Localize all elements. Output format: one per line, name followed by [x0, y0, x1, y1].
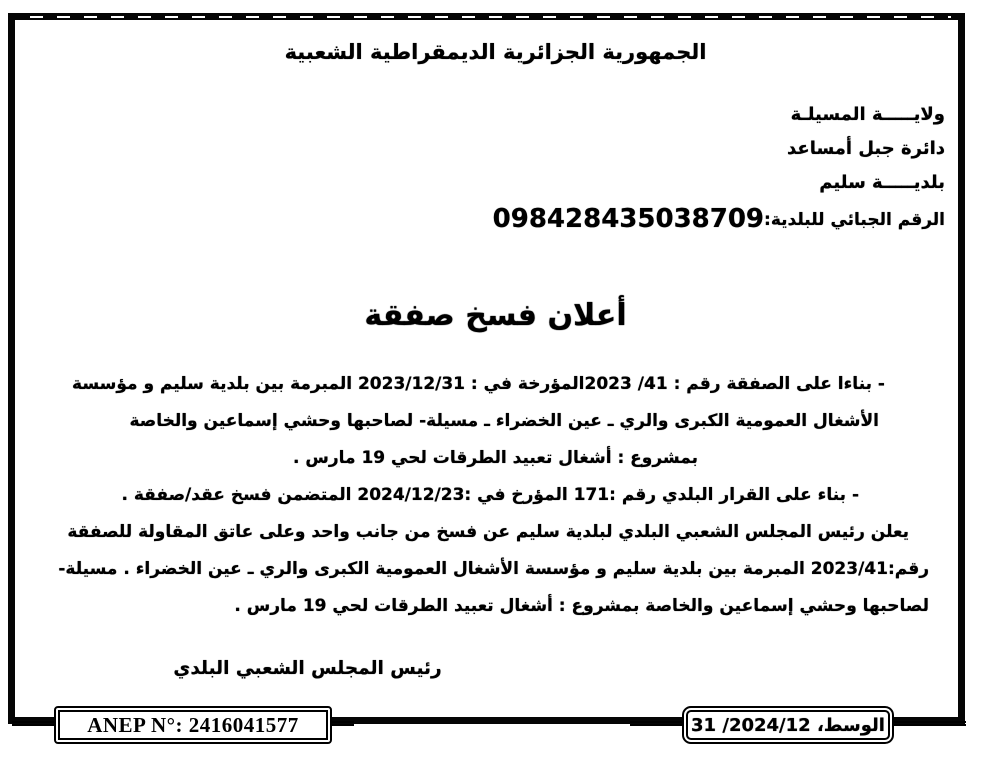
republic-header: الجمهورية الجزائرية الديمقراطية الشعبية — [284, 40, 707, 64]
footer-rule-left — [12, 721, 58, 726]
announcement-title: أعلان فسخ صفقة — [364, 298, 627, 333]
scan-artifact-line — [30, 16, 951, 18]
tax-id-number: 098428435038709 — [492, 204, 765, 234]
bullet1-line2: الأشغال العمومية الكبرى والري ـ عين الخضراء ـ مسيلة- لصاحبها وحشي إسماعين والخاصة — [129, 411, 879, 431]
commune-line: بلديـــــة سليم — [819, 172, 945, 193]
press-date-box — [682, 706, 894, 744]
footer-rule-right — [888, 721, 966, 726]
bullet2-line: - بناء على القرار البلدي رقم :171 المؤرخ في :2024/12/23 المتضمن فسخ عقد/صفقة . — [121, 485, 859, 505]
bullet1-line1: - بناءا على الصفقة رقم : 41/ 2023المؤرخة في : 2023/12/31 المبرمة بين بلدية سليم و مؤسسة — [72, 374, 885, 394]
letterhead — [493, 98, 945, 237]
wilaya-line: ولايـــــة المسيلـة — [790, 104, 945, 125]
press-date: الوسط، 2024/12/ 31 — [691, 714, 885, 736]
paragraph-line1: يعلن رئيس المجلس الشعبي البلدي لبلدية سليم عن فسخ من جانب واحد وعلى عاتق المقاولة للصفقة — [67, 522, 909, 542]
anep-number-box — [54, 706, 332, 744]
tax-id-line — [493, 202, 945, 237]
announcement-body — [58, 366, 933, 625]
anep-number: ANEP N°: 2416041577 — [87, 712, 299, 737]
bullet1-line3: بمشروع : أشغال تعبيد الطرقات لحي 19 مارس . — [293, 448, 698, 468]
footer-rule-before-date — [630, 721, 686, 726]
daira-line: دائرة جبل أمساعد — [787, 138, 945, 159]
paragraph-line2: رقم:2023/41 المبرمة بين بلدية سليم و مؤسسة الأشغال العمومية الكبرى والري ـ عين الخضراء . مسيلة- — [58, 559, 929, 579]
paragraph-line3: لصاحبها وحشي إسماعين والخاصة بمشروع : أشغال تعبيد الطرقات لحي 19 مارس . — [234, 596, 929, 616]
signature-title: رئيس المجلس الشعبي البلدي — [173, 658, 442, 679]
tax-id-label: الرقم الجبائي للبلدية: — [764, 210, 945, 230]
